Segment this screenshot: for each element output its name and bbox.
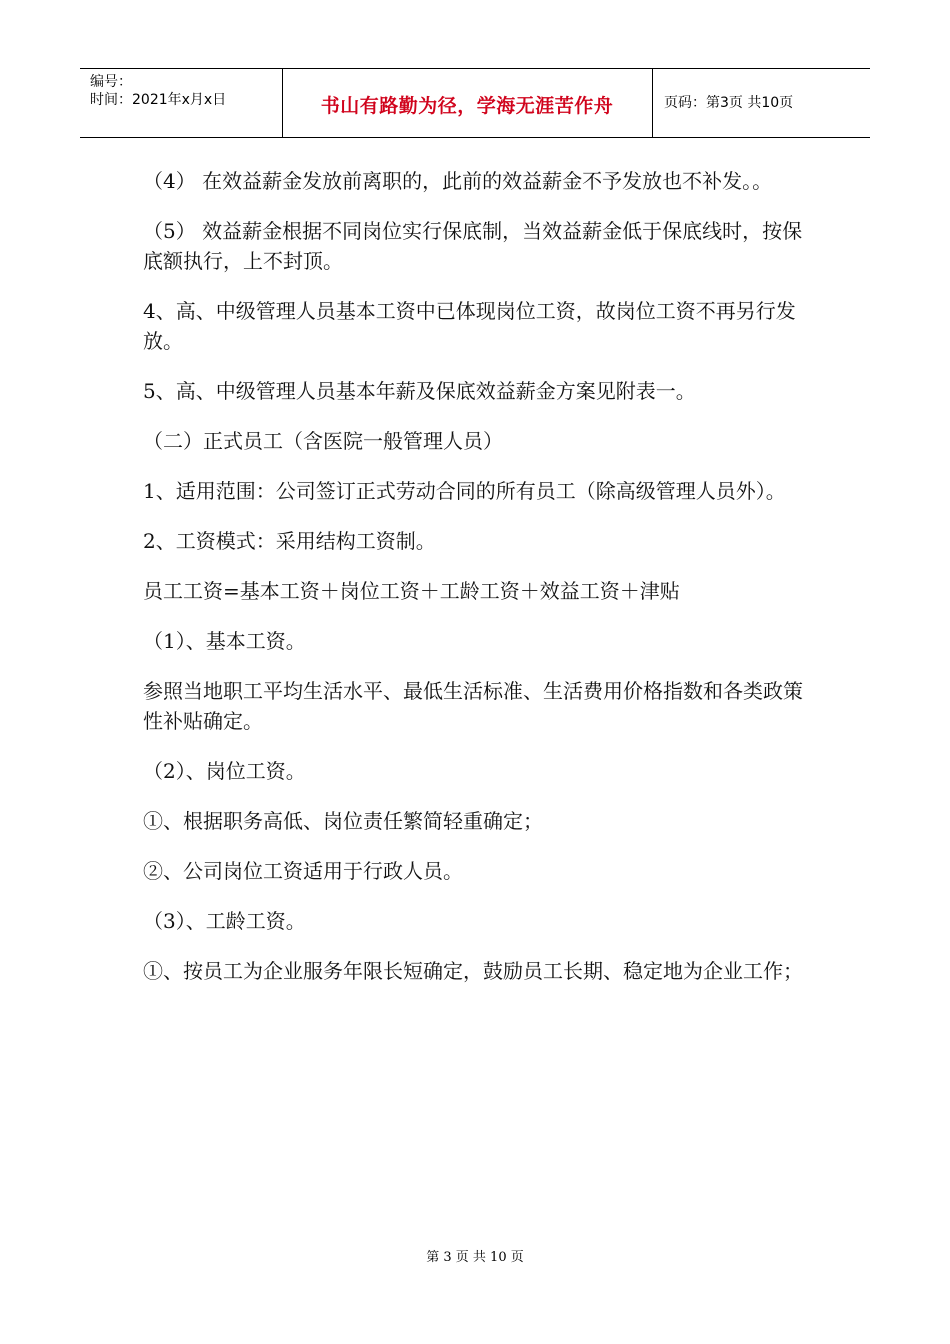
list-item: ①、按员工为企业服务年限长短确定，鼓励员工长期、稳定地为企业工作； — [143, 959, 803, 983]
list-item: ①、根据职务高低、岗位责任繁简轻重确定； — [143, 809, 543, 833]
paragraph: （4） 在效益薪金发放前离职的，此前的效益薪金不予发放也不补发。。 — [143, 169, 773, 193]
subsection-heading: （3）、工龄工资。 — [143, 909, 306, 933]
list-item: ②、公司岗位工资适用于行政人员。 — [143, 859, 463, 883]
header-info-cell — [80, 69, 283, 137]
header-motto-cell — [282, 69, 653, 137]
paragraph: 2、工资模式：采用结构工资制。 — [143, 529, 436, 553]
subsection-heading: （2）、岗位工资。 — [143, 759, 306, 783]
page-footer: 第 3 页 共 10 页 — [426, 1250, 524, 1265]
header-page-code: 页码：第3页 共10页 — [664, 95, 794, 111]
paragraph: 参照当地职工平均生活水平、最低生活标准、生活费用价格指数和各类政策性补贴确定。 — [143, 679, 803, 733]
document-date-label: 时间：2021年x月x日 — [90, 92, 227, 108]
section-heading: （二）正式员工（含医院一般管理人员） — [143, 429, 503, 453]
subsection-heading: （1）、基本工资。 — [143, 629, 306, 653]
document-body — [143, 166, 813, 1006]
header-motto: 书山有路勤为径，学海无涯苦作舟 — [320, 95, 614, 117]
header-page-cell — [652, 69, 870, 137]
page-header — [80, 68, 870, 138]
paragraph: 4、高、中级管理人员基本工资中已体现岗位工资，故岗位工资不再另行发放。 — [143, 299, 796, 353]
document-number-label: 编号： — [90, 74, 132, 90]
paragraph: 5、高、中级管理人员基本年薪及保底效益薪金方案见附表一。 — [143, 379, 696, 403]
formula-line: 员工工资=基本工资＋岗位工资＋工龄工资＋效益工资＋津贴 — [143, 579, 680, 603]
paragraph: （5） 效益薪金根据不同岗位实行保底制，当效益薪金低于保底线时，按保底额执行，上不封顶。 — [143, 219, 803, 273]
paragraph: 1、适用范围：公司签订正式劳动合同的所有员工（除高级管理人员外）。 — [143, 479, 786, 503]
